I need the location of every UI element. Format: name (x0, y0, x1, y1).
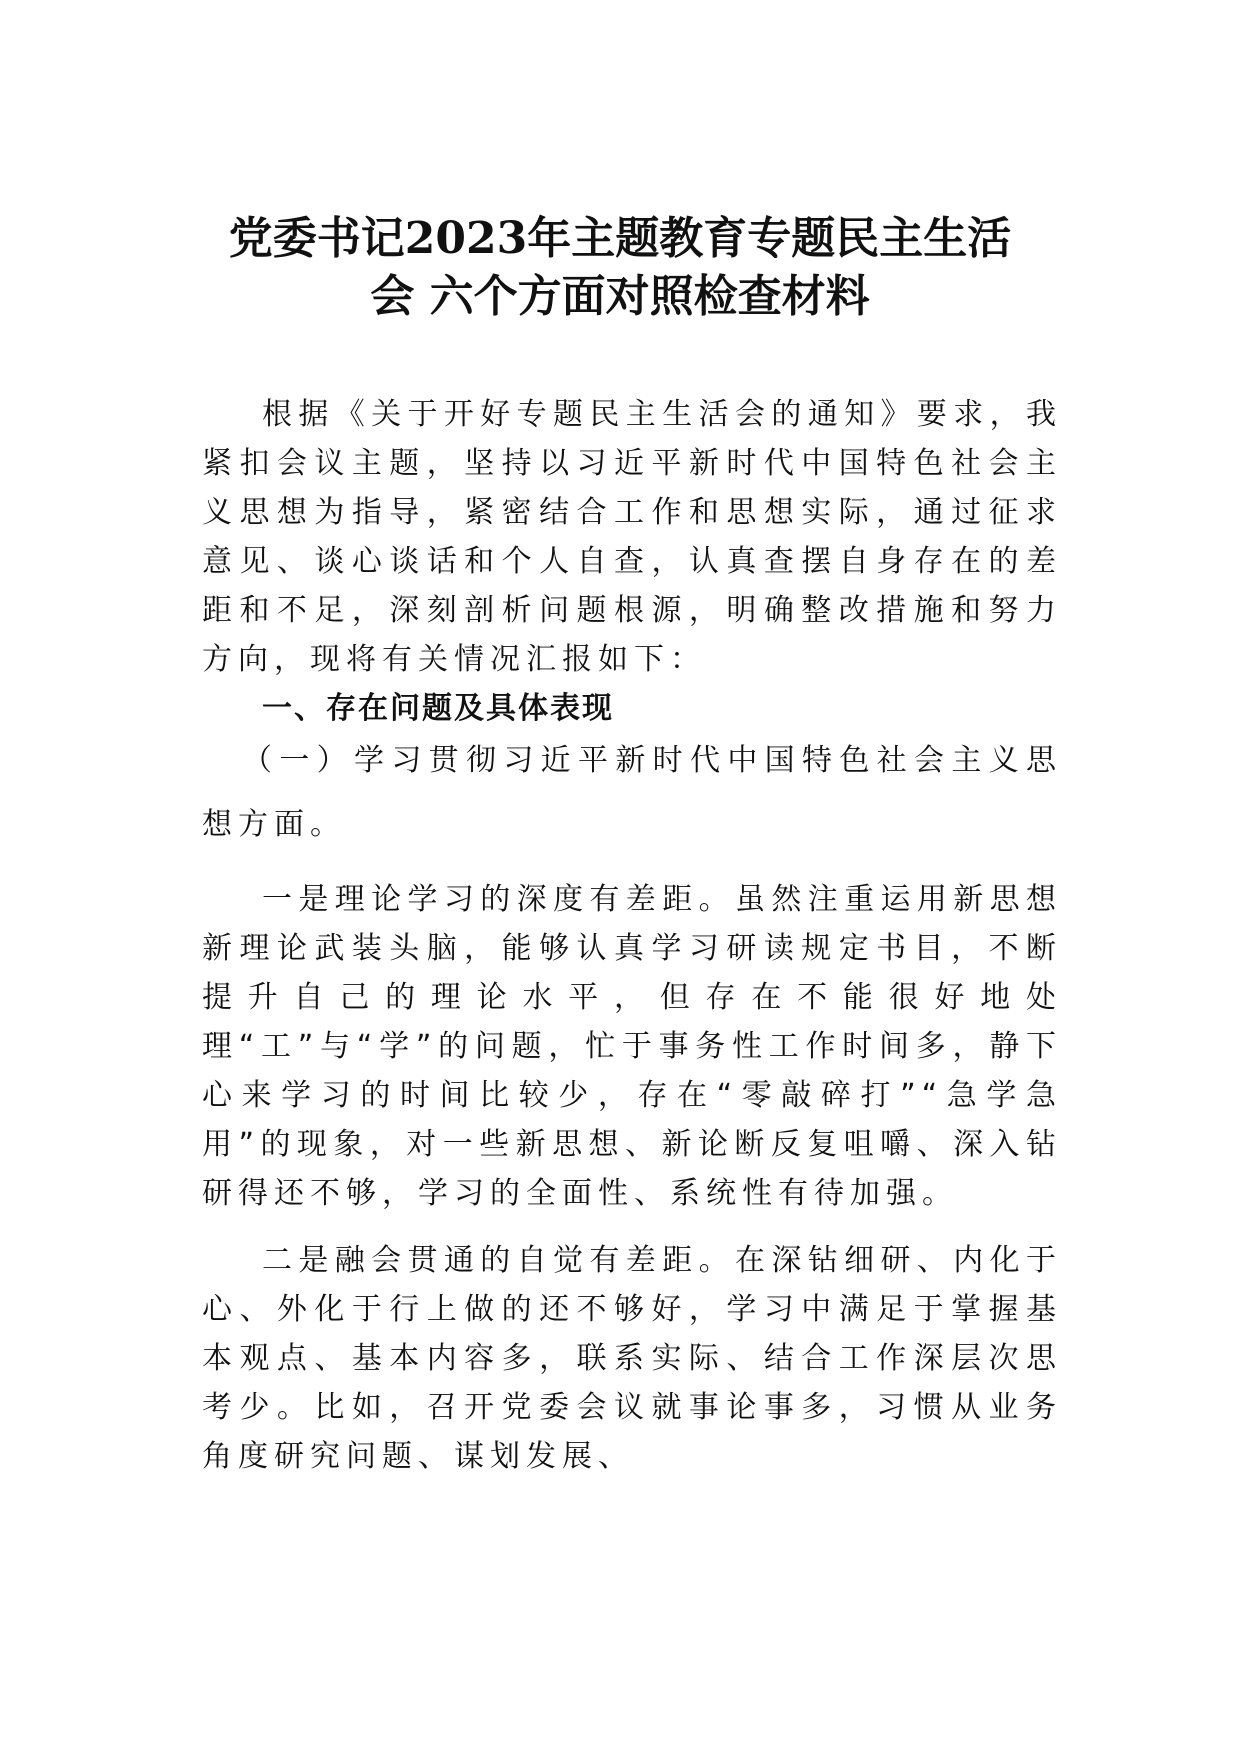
subsection-heading: （一）学习贯彻习近平新时代中国特色社会主义思想方面。 (202, 743, 1062, 842)
section-heading: 一、存在问题及具体表现 (262, 691, 614, 726)
title-line-1: 党委书记2023年主题教育专题民主生活 (228, 213, 1012, 264)
paragraph-theory-study: 一是理论学习的深度有差距。虽然注重运用新思想新理论武装头脑，能够认真学习研读规定书目，不断提升自己的理论水平，但存在不能很好地处理“工”与“学”的问题，忙于事务性工作时间多，静下心来学习的时间比较少，存在“零敲碎打”“急学急用”的现象，对一些新思想、新论断反复咀嚼、深入钻研得还不够，学习的全面性、系统性有待加强。 (202, 882, 1062, 1211)
document-body (202, 390, 1062, 1481)
intro-paragraph: 根据《关于开好专题民主生活会的通知》要求，我紧扣会议主题，坚持以习近平新时代中国特色社会主义思想为指导，紧密结合工作和思想实际，通过征求意见、谈心谈话和个人自查，认真查摆自身存在的差距和不足，深刻剖析问题根源，明确整改措施和努力方向，现将有关情况汇报如下： (202, 397, 1062, 677)
paragraph-integration: 二是融会贯通的自觉有差距。在深钻细研、内化于心、外化于行上做的还不够好，学习中满足于掌握基本观点、基本内容多，联系实际、结合工作深层次思考少。比如，召开党委会议就事论事多，习惯从业务角度研究问题、谋划发展、 (202, 1243, 1062, 1474)
title-line-2: 会 六个方面对照检查材料 (370, 271, 870, 322)
document-title (150, 210, 1090, 326)
